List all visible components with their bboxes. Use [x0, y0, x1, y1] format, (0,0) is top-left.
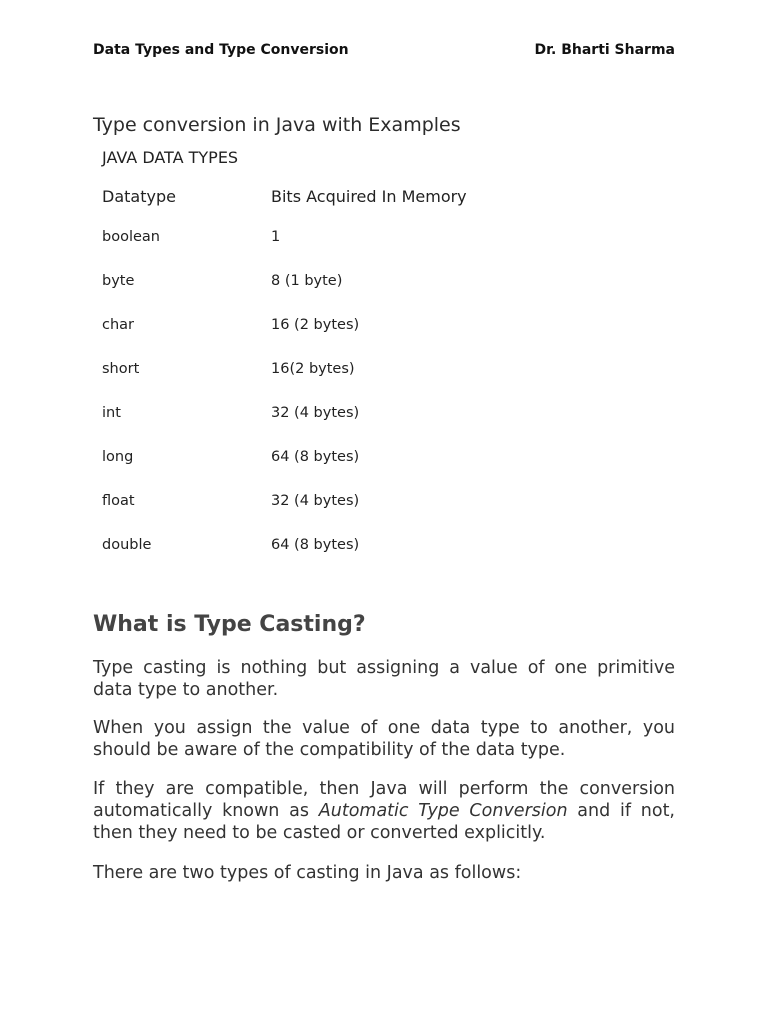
- bits-cell: 64 (8 bytes): [271, 449, 360, 465]
- datatype-cell: double: [102, 537, 152, 553]
- column-header-datatype: Datatype: [102, 187, 176, 206]
- datatype-cell: boolean: [102, 229, 160, 245]
- data-types-table: [102, 187, 571, 581]
- bits-cell: 8 (1 byte): [271, 273, 343, 289]
- table-row: [102, 405, 571, 449]
- datatype-cell: char: [102, 317, 135, 333]
- paragraph-casting-types: There are two types of casting in Java as follows:: [93, 863, 522, 883]
- bits-cell: 16 (2 bytes): [271, 317, 360, 333]
- table-row: [102, 361, 571, 405]
- table-row: [102, 449, 571, 493]
- document-title: Type conversion in Java with Examples: [93, 114, 461, 136]
- datatype-cell: byte: [102, 273, 135, 289]
- bits-cell: 64 (8 bytes): [271, 537, 360, 553]
- table-title: JAVA DATA TYPES: [102, 148, 239, 167]
- bits-cell: 16(2 bytes): [271, 361, 355, 377]
- bits-cell: 1: [271, 229, 281, 245]
- paragraph-text: If they are compatible, then Java will perform the conversion automatically known as: [93, 779, 675, 821]
- datatype-cell: int: [102, 405, 121, 421]
- header-author: Dr. Bharti Sharma: [534, 42, 675, 58]
- table-header-row: [102, 187, 571, 229]
- table-row: [102, 273, 571, 317]
- datatype-cell: short: [102, 361, 140, 377]
- header-title: Data Types and Type Conversion: [93, 42, 349, 58]
- bits-cell: 32 (4 bytes): [271, 493, 360, 509]
- paragraph-definition: Type casting is nothing but assigning a value of one primitive data type to another.: [93, 658, 675, 700]
- section-heading: What is Type Casting?: [93, 612, 366, 637]
- column-header-bits: Bits Acquired In Memory: [271, 187, 467, 206]
- page-header: [93, 42, 675, 58]
- table-row: [102, 317, 571, 361]
- paragraph-text: and if not, then they need to be casted or converted explicitly.: [93, 801, 675, 843]
- emphasized-term: Automatic Type Conversion: [318, 801, 568, 821]
- datatype-cell: long: [102, 449, 134, 465]
- bits-cell: 32 (4 bytes): [271, 405, 360, 421]
- table-row: [102, 229, 571, 273]
- table-row: [102, 493, 571, 537]
- datatype-cell: float: [102, 493, 135, 509]
- paragraph-compatibility: When you assign the value of one data type to another, you should be aware of the compatibility of the data type.: [93, 718, 675, 760]
- table-row: [102, 537, 571, 581]
- paragraph-automatic-conversion: [93, 778, 675, 844]
